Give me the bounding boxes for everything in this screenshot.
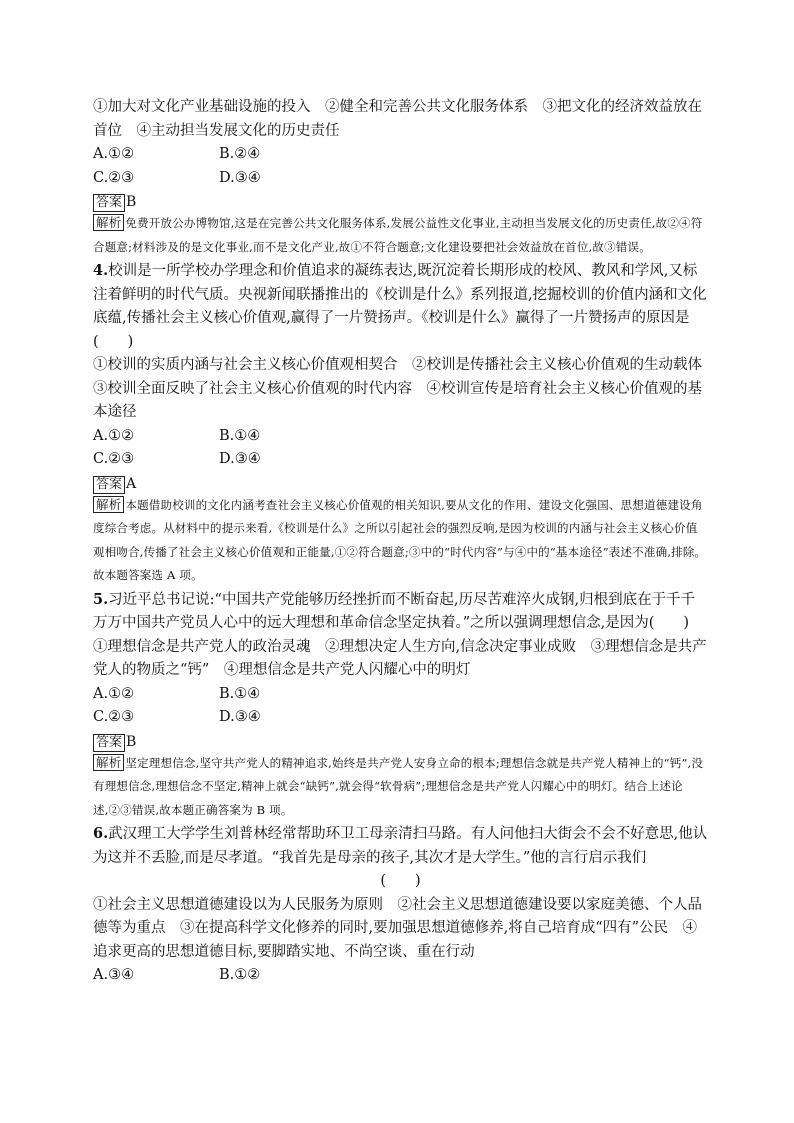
q6-items: ①社会主义思想道德建设以为人民服务为原则 ②社会主义思想道德建设要以家庭美德、个人品德等为重点 ③在提高科学文化修养的同时,要加强思想道德修养,将自己培育成“四有”公民 ④追求更高的思想道德目标,要脚踏实地、不尚空谈、重在行动 bbox=[93, 896, 702, 960]
q3-option-d: D.③④ bbox=[219, 169, 261, 186]
q5-items-line1: ①理想信念是共产党人的政治灵魂 ②理想决定人生方向,信念决定事业成败 ③理想信念是共产 bbox=[93, 638, 707, 655]
q5-answer-value: B bbox=[126, 733, 137, 750]
q4-options-row2 bbox=[93, 448, 708, 472]
q5-option-b: B.①④ bbox=[219, 685, 261, 702]
q4-stem bbox=[93, 259, 708, 354]
question-6 bbox=[93, 822, 708, 988]
q3-items-line2: 首位 ④主动担当发展文化的历史责任 bbox=[93, 122, 340, 139]
q5-option-d: D.③④ bbox=[219, 709, 261, 725]
q4-stem-text: 校训是一所学校办学理念和价值追求的凝练表达,既沉淀着长期形成的校风、教风和学风,又标注着鲜明的时代气质。央视新闻联播推出的《校训是什么》系列报道,挖掘校训的价值内涵和文化底蕴,传播社会主义核心价值观,赢得了一片赞扬声。《校训是什么》赢得了一片赞扬声的原因是( ) bbox=[93, 263, 707, 350]
q6-options-row1 bbox=[93, 964, 708, 988]
q3-options-row2 bbox=[93, 167, 708, 191]
q5-analysis bbox=[93, 752, 708, 823]
analysis-tag: 解析 bbox=[93, 214, 124, 231]
question-3 bbox=[93, 96, 708, 259]
analysis-tag: 解析 bbox=[93, 754, 124, 771]
q4-option-d: D.③④ bbox=[219, 451, 261, 467]
q3-options-row1 bbox=[93, 143, 708, 167]
q6-blank: ( ) bbox=[380, 873, 421, 889]
answer-tag: 答案 bbox=[93, 734, 125, 752]
q4-items-line2: ③校训全面反映了社会主义核心价值观的时代内容 ④校训宣传是培育社会主义核心价值观的基 bbox=[93, 380, 702, 397]
q3-option-a: A.①② bbox=[93, 146, 135, 162]
q6-option-a: A.③④ bbox=[93, 967, 135, 983]
q6-stem-text: 武汉理工大学学生刘普林经常帮助环卫工母亲清扫马路。有人问他扫大街会不会不好意思,他认为这并不丢脸,而是尽孝道。“我首先是母亲的孩子,其次才是大学生。”他的言行启示我们 bbox=[93, 826, 708, 866]
answer-tag: 答案 bbox=[93, 194, 125, 212]
q4-number: 4. bbox=[93, 262, 109, 279]
q3-analysis bbox=[93, 212, 708, 259]
q5-stem bbox=[93, 588, 708, 636]
q6-stem bbox=[93, 822, 708, 870]
q4-option-b: B.①④ bbox=[219, 427, 261, 444]
q5-options-row2 bbox=[93, 706, 708, 730]
q6-number: 6. bbox=[93, 825, 109, 842]
q4-items-line3: 本途径 bbox=[93, 404, 137, 420]
q4-analysis-text: 本题借助校训的文化内涵考查社会主义核心价值观的相关知识,要从文化的作用、建设文化强国、思想道德建设角度综合考虑。从材料中的提示来看,《校训是什么》之所以引起社会的强烈反响,是因为校训的内涵与社会主义核心价值观相吻合,传播了社会主义核心价值观和正能量,①②符合题意;③中的“时代内容”与④中的“基本途径”表述不准确,排除。故本题答案选 A 项。 bbox=[93, 497, 707, 582]
q3-analysis-text: 免费开放公办博物馆,这是在完善公共文化服务体系,发展公益性文化事业,主动担当发展文化的历史责任,故②④符合题意;材料涉及的是文化事业,而不是文化产业,故①不符合题意;文化建设要把社会效益放在首位,故③错误。 bbox=[93, 216, 703, 254]
q3-answer bbox=[93, 192, 708, 212]
q4-answer-value: A bbox=[126, 475, 137, 492]
document-page bbox=[93, 96, 708, 988]
q5-stem-text: 习近平总书记说:“中国共产党能够历经挫折而不断奋起,历尽苦难淬火成钢,归根到底在于千千万万中国共产党员人心中的远大理想和革命信念坚定执着。”之所以强调理想信念,是因为( ) bbox=[93, 591, 696, 631]
q4-items-line1: ①校训的实质内涵与社会主义核心价值观相契合 ②校训是传播社会主义核心价值观的生动载体 bbox=[93, 357, 702, 373]
q5-option-c: C.②③ bbox=[93, 709, 135, 725]
question-5 bbox=[93, 588, 708, 823]
answer-tag: 答案 bbox=[93, 476, 125, 494]
analysis-tag: 解析 bbox=[93, 496, 124, 513]
q3-option-c: C.②③ bbox=[93, 169, 135, 186]
q5-options-row1 bbox=[93, 683, 708, 707]
q6-option-b: B.①② bbox=[219, 967, 261, 983]
q5-number: 5. bbox=[93, 590, 109, 608]
q3-answer-value: B bbox=[126, 194, 137, 210]
q5-analysis-text: 坚定理想信念,坚守共产党人的精神追求,始终是共产党人安身立命的根本;理想信念就是共产党人精神上的“钙”,没有理想信念,理想信念不坚定,精神上就会“缺钙”,就会得“软骨病”;理想信念是共产党人闪耀心中的明灯。结合上述论述,②③错误,故本题正确答案为 B 项。 bbox=[93, 755, 704, 817]
q4-option-c: C.②③ bbox=[93, 451, 135, 467]
q5-option-a: A.①② bbox=[93, 685, 135, 702]
q3-items-line1: ①加大对文化产业基础设施的投入 ②健全和完善公共文化服务体系 ③把文化的经济效益放在 bbox=[93, 99, 702, 115]
q4-option-a: A.①② bbox=[93, 427, 135, 444]
q4-options-row1 bbox=[93, 425, 708, 449]
q3-option-b: B.②④ bbox=[219, 146, 261, 162]
q5-answer bbox=[93, 732, 708, 752]
question-4 bbox=[93, 259, 708, 588]
q4-answer bbox=[93, 474, 708, 494]
q4-analysis bbox=[93, 494, 708, 588]
q5-items-line2: 党人的物质之“钙” ④理想信念是共产党人闪耀心中的明灯 bbox=[93, 662, 471, 678]
